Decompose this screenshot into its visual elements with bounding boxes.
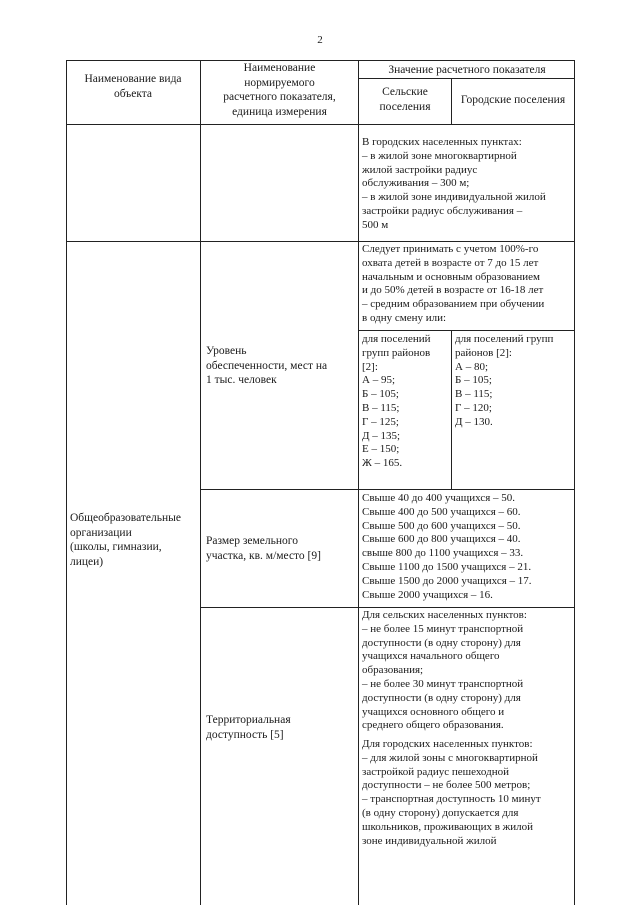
header-object-type: Наименование вида объекта [84,73,182,100]
col1-col2-border [200,60,201,905]
header-value-divider [358,78,575,79]
row-divider [66,241,575,242]
access-indicator-name: Территориальная доступность [5] [206,714,291,741]
land-values: Свыше 40 до 400 учащихся – 50. Свыше 400 до 500 учащихся – 60. Свыше 500 до 600 учащихся – 50. Свыше 600 до 800 учащихся – 40. свыше 800 до 1100 учащихся – 33. Свыше 1100 до 1500 учащихся – 21. Свыше 1500 до 2000 учащихся – 17. Свыше 2000 учащихся – 16. [362,492,532,601]
provision-rural-values: для поселений групп районов [2]: А – 95; Б – 105; В – 115; Г – 125; Д – 135; Е – 150; Ж – 165. [362,333,431,470]
provision-note: Следует принимать с учетом 100%-го охвата детей в возрасте от 7 до 15 лет начальным и основным образованием и до 50% детей в возрасте от 16-18 лет – средним образованием при обучении в одну смену или: [362,243,545,324]
header-value-urban: Городские поселения [460,94,566,106]
previous-row-value: В городских населенных пунктах: – в жилой зоне многоквартирной жилой застройки радиус обслуживания – 300 м; – в жилой зоне индивидуальной жилой застройки радиус обслуживания – 500 м [362,136,546,231]
provision-indicator-name: Уровень обеспеченности, мест на 1 тыс. человек [206,345,328,386]
header-value: Значение расчетного показателя [388,64,546,76]
object-name: Общеобразовательные организации (школы, гимназии, лицеи) [70,512,181,568]
provision-note-divider [358,330,575,331]
land-bottom-divider [200,607,575,608]
header-subcol-border [451,78,452,124]
header-bottom-border [66,124,575,125]
header-value-rural: Сельские поселения [379,86,431,113]
land-indicator-name: Размер земельного участка, кв. м/место [9] [206,535,321,562]
access-values-rural: Для сельских населенных пунктов: – не более 15 минут транспортной доступности (в одну сторону) для учащихся начального общего образования; – не более 30 минут транспортной доступности (в одну сторону) для учащихся основного общего и среднего общего образования. [362,609,527,732]
access-values-urban: Для городских населенных пунктов: – для жилой зоны с многоквартирной застройкой радиус пешеходной доступности – не более 500 метров; – транспортная доступность 10 минут (в одну сторону) допускается для школьников, проживающих в жилой зоне индивидуальной жилой [362,738,541,847]
provision-bottom-divider [200,489,575,490]
table-right-border [574,60,575,905]
table-left-border [66,60,67,905]
page-number: 2 [317,34,323,46]
header-indicator-name: Наименование нормируемого расчетного показателя, единица измерения [223,62,336,118]
col2-col3-border [358,60,359,905]
provision-urban-values: для поселений групп районов [2]: А – 80; Б – 105; В – 115; Г – 120; Д – 130. [455,333,554,428]
provision-subcol-border [451,330,452,489]
